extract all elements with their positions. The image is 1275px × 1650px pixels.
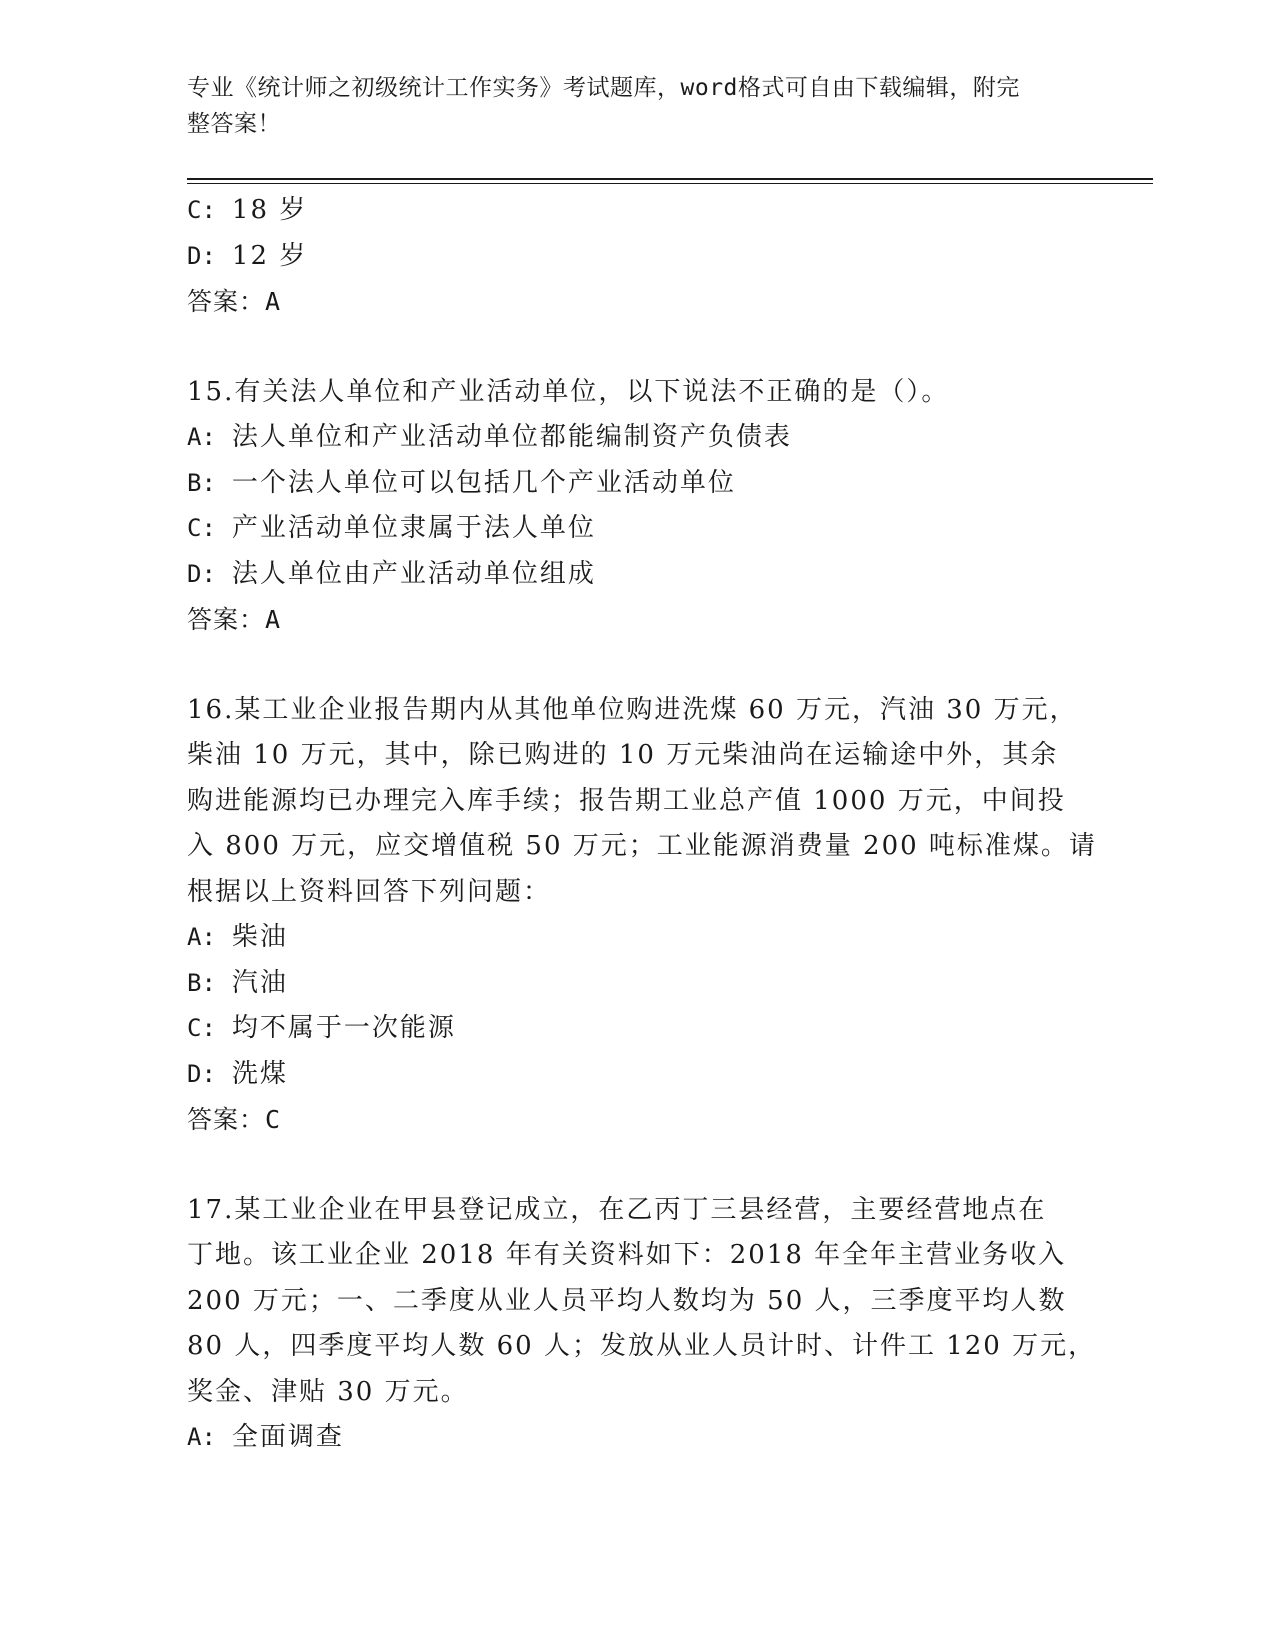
question-stem-line: 17.某工业企业在甲县登记成立，在乙丙丁三县经营，主要经营地点在 (187, 1194, 1047, 1225)
answer-line: 答案：C (187, 1105, 282, 1134)
option-a (187, 415, 1067, 461)
option-d (187, 1052, 1067, 1098)
option-letter: C: (187, 196, 216, 224)
question-15 (187, 370, 1067, 643)
answer-line: 答案：A (187, 605, 282, 634)
option-letter: B: (187, 468, 216, 497)
option-c (187, 1006, 1067, 1052)
page-header (187, 70, 1067, 142)
question-stem-line: 购进能源均已办理完入库手续；报告期工业总产值 1000 万元，中间投 (187, 785, 1066, 816)
question-stem-line: 奖金、津贴 30 万元。 (187, 1376, 469, 1407)
question-stem-line: 15.有关法人单位和产业活动单位，以下说法不正确的是（）。 (187, 376, 950, 407)
option-text: 柴油 (231, 922, 288, 952)
question-stem-line: 根据以上资料回答下列问题： (187, 876, 552, 907)
question-16 (187, 688, 1097, 1143)
option-text: 产业活动单位隶属于法人单位 (231, 513, 596, 543)
question-stem-line: 丁地。该工业企业 2018 年有关资料如下：2018 年全年主营业务收入 (187, 1240, 1067, 1270)
option-letter: D: (187, 241, 216, 270)
header-divider-thin (187, 183, 1153, 184)
question-stem-line: 入 800 万元，应交增值税 50 万元；工业能源消费量 200 吨标准煤。请 (187, 831, 1097, 861)
question-stem-line: 200 万元；一、二季度从业人员平均人数均为 50 人，三季度平均人数 (187, 1285, 1067, 1316)
option-text: 全面调查 (231, 1422, 344, 1452)
option-d (187, 234, 1067, 280)
question-17 (187, 1188, 1097, 1461)
option-letter: C: (187, 1014, 216, 1042)
option-a (187, 1415, 1067, 1461)
question-stem-line: 柴油 10 万元，其中，除已购进的 10 万元柴油尚在运输途中外，其余 (187, 740, 1059, 770)
option-text: 12 岁 (231, 240, 308, 271)
option-letter: B: (187, 968, 216, 997)
document-body (187, 188, 1097, 1461)
option-c (187, 506, 1067, 552)
option-a (187, 915, 1067, 961)
spacer (187, 325, 1067, 370)
option-letter: A: (187, 923, 216, 951)
option-b (187, 961, 1067, 1007)
option-text: 法人单位和产业活动单位都能编制资产负债表 (231, 422, 792, 452)
spacer (187, 1143, 1067, 1188)
option-letter: D: (187, 559, 216, 588)
option-letter: A: (187, 1423, 216, 1451)
header-divider-thick (187, 178, 1153, 180)
option-text: 均不属于一次能源 (231, 1013, 456, 1043)
header-line-1: 专业《统计师之初级统计工作实务》考试题库，word格式可自由下载编辑，附完 (187, 75, 1020, 101)
spacer (187, 643, 1067, 688)
prev-question-block (187, 188, 1067, 325)
option-letter: D: (187, 1059, 216, 1088)
answer-line: 答案：A (187, 287, 282, 316)
header-line-2: 整答案！ (187, 111, 281, 137)
option-letter: C: (187, 514, 216, 542)
option-text: 法人单位由产业活动单位组成 (231, 558, 596, 589)
option-c (187, 188, 1067, 234)
option-text: 一个法人单位可以包括几个产业活动单位 (231, 467, 736, 498)
option-letter: A: (187, 423, 216, 451)
question-stem-line: 80 人，四季度平均人数 60 人；发放从业人员计时、计件工 120 万元， (187, 1331, 1097, 1361)
question-stem-line: 16.某工业企业报告期内从其他单位购进洗煤 60 万元，汽油 30 万元， (187, 694, 1078, 725)
option-text: 汽油 (231, 967, 288, 998)
option-text: 洗煤 (231, 1058, 288, 1089)
option-b (187, 461, 1067, 507)
option-text: 18 岁 (231, 195, 308, 225)
option-d (187, 552, 1067, 598)
